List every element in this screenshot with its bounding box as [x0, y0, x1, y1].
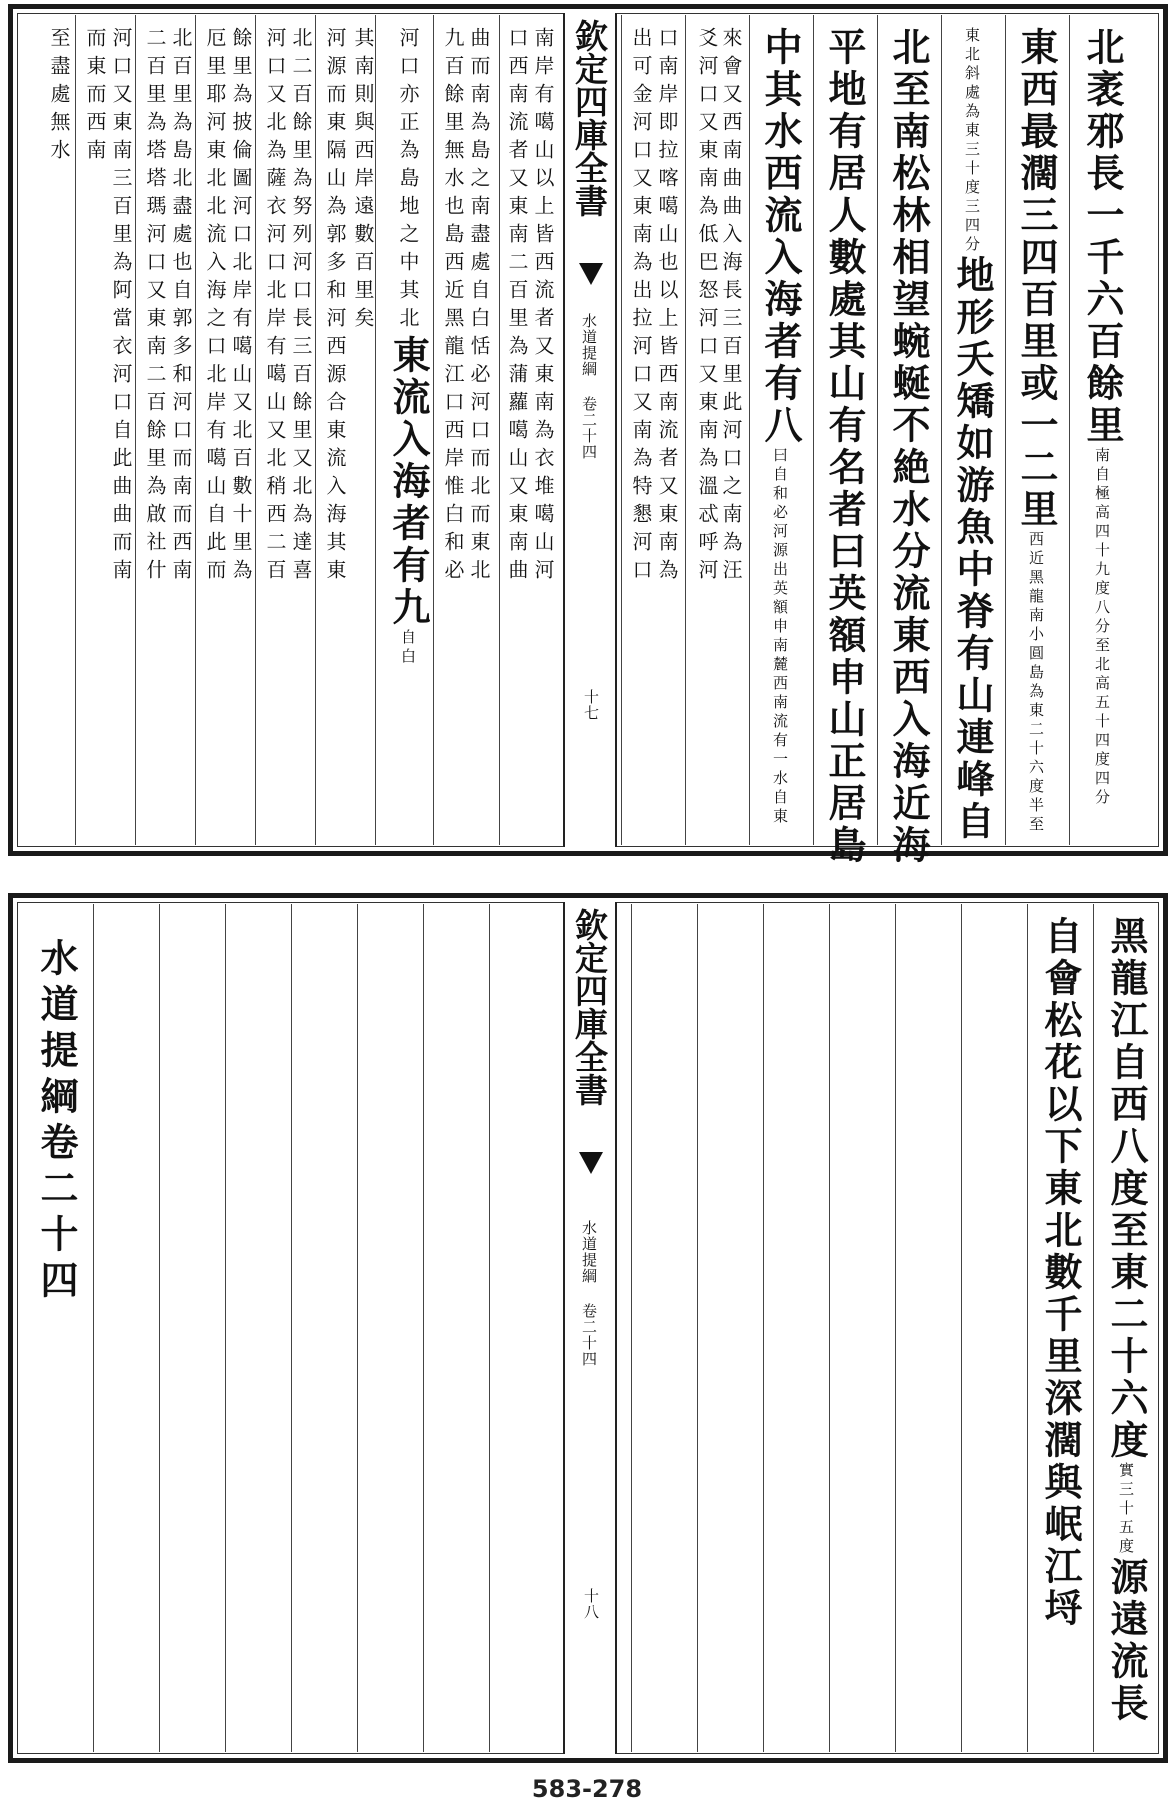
column-rule [255, 15, 256, 845]
center-margin-strip [563, 902, 617, 1754]
page-footer-number: 583-278 [531, 1775, 643, 1803]
column-rule [489, 904, 490, 1752]
main-text: 北至南松林相望蜿蜒不絶水分流東西入海近海 [886, 27, 931, 867]
text-column [1104, 916, 1149, 1725]
text-column: 而東而西南 [83, 27, 107, 167]
text-column: 北二百餘里為努列河口長三百餘里又北為達喜 [289, 27, 313, 587]
text-column [386, 27, 431, 667]
text-column: 九百餘里無水也島西近黑龍江口西岸惟白和必 [441, 27, 465, 587]
column-rule [135, 15, 136, 845]
page-number: 十七 [582, 689, 600, 721]
main-text: 東西最濶三四百里或一二里 [1014, 27, 1059, 531]
text-column: 河口又東南三百里為阿當衣河口自此曲曲而南 [109, 27, 133, 587]
column-rule [749, 15, 750, 845]
column-rule [423, 904, 424, 1752]
bottom-page [8, 893, 1168, 1763]
text-column: 其南則與西岸遠數百里矣 [351, 27, 375, 335]
annotation: 實三十五度 [1117, 1462, 1135, 1557]
text-column: 河口又北為薩衣河口北岸有噶山又北稍西二百 [263, 27, 287, 587]
column-rule [685, 15, 686, 845]
column-rule [697, 904, 698, 1752]
column-rule [813, 15, 814, 845]
text-column: 北百里為島北盡處也自郭多和河口而南而西南 [169, 27, 193, 587]
column-rule [1069, 15, 1070, 845]
fish-tail-mark [579, 1152, 603, 1174]
main-text: 黑龍江自西八度至東二十六度 [1104, 916, 1149, 1462]
annotation: 南自極高四十九度八分至北高五十四度四分 [1093, 447, 1111, 808]
text-column: 至盡處無水 [47, 27, 71, 167]
main-text: 平地有居人數處其山有名者曰英額申山正居島 [822, 27, 867, 867]
text-column: 來會又西南曲曲入海長三百里此河口之南為汪 [719, 27, 743, 587]
text-column: 餘里為披倫圖河口北岸有噶山又北百數十里為 [229, 27, 253, 587]
column-rule [375, 15, 376, 845]
column-rule [1005, 15, 1006, 845]
annotation: 東北斜處為東三十度三四分 [963, 27, 981, 255]
text-column: 口南岸即拉喀噶山也以上皆西南流者又東南為 [655, 27, 679, 587]
text-column: 爻河口又東南為低巴怒河口又東南為溫忒呼河 [695, 27, 719, 587]
text-column [1080, 27, 1125, 808]
column-rule [75, 15, 76, 845]
top-page [8, 4, 1168, 867]
main-text: 北袤邪長一千六百餘里 [1080, 27, 1125, 447]
text-column: 二百里為塔塔瑪河口又東南二百餘里為啟社什 [143, 27, 167, 587]
main-text: 地形夭矯如游魚中脊有山連峰自 [950, 255, 995, 843]
column-rule [315, 15, 316, 845]
column-rule [433, 15, 434, 845]
main-text: 源遠流長 [1104, 1557, 1149, 1725]
column-rule [631, 904, 632, 1752]
column-rule [195, 15, 196, 845]
annotation: 自白 [399, 629, 417, 667]
text-column: 河源而東隔山為郭多和河西源合東流入海其東 [323, 27, 347, 587]
center-margin-strip [563, 13, 617, 847]
column-rule [621, 15, 622, 845]
book-title: 欽定四庫全書 [570, 908, 609, 1106]
page-number: 十八 [582, 1588, 600, 1620]
volume-label: 水道提綱 卷二十四 [580, 313, 598, 460]
column-rule [1093, 904, 1094, 1752]
column-rule [225, 904, 226, 1752]
fish-tail-mark [579, 263, 603, 285]
column-rule [961, 904, 962, 1752]
annotation: 西近黑龍南小圓島為東二十六度半至 [1027, 531, 1045, 835]
column-rule [763, 904, 764, 1752]
column-rule [291, 904, 292, 1752]
text-column [1038, 916, 1083, 1630]
column-rule [877, 15, 878, 845]
main-text: 中其水西流入海者有八 [758, 27, 803, 447]
column-rule [941, 15, 942, 845]
volume-label: 水道提綱 卷二十四 [580, 1220, 598, 1367]
main-text: 自會松花以下東北數千里深濶與岷江埒 [1038, 916, 1083, 1630]
text-column [886, 27, 931, 867]
main-text: 東流入海者有九 [386, 335, 431, 629]
column-rule [357, 904, 358, 1752]
text-column: 南岸有噶山以上皆西流者又東南為衣堆噶山河 [531, 27, 555, 587]
column-rule [829, 904, 830, 1752]
column-rule [1027, 904, 1028, 1752]
text-column [950, 27, 995, 843]
text-column: 出可金河口又東南為出拉河口又南為特懇河口 [629, 27, 653, 587]
text-column: 曲而南為島之南盡處自白恬必河口而北而東北 [467, 27, 491, 587]
text-column [758, 27, 803, 827]
annotation: 曰自和必河源出英額申南麓西南流有一水自東 [771, 447, 789, 827]
annotation: 河口亦正為島地之中其北 [396, 27, 420, 335]
book-title: 欽定四庫全書 [570, 19, 609, 217]
text-column: 口西南流者又東南二百里為蒲蘿噶山又東南曲 [505, 27, 529, 587]
text-column [1014, 27, 1059, 835]
column-rule [499, 15, 500, 845]
column-rule [895, 904, 896, 1752]
text-column: 厄里耶河東北北流入海之口北岸有噶山自此而 [203, 27, 227, 587]
text-column [822, 27, 867, 867]
volume-end-title: 水道提綱卷二十四 [34, 938, 79, 1306]
column-rule [159, 904, 160, 1752]
column-rule [93, 904, 94, 1752]
